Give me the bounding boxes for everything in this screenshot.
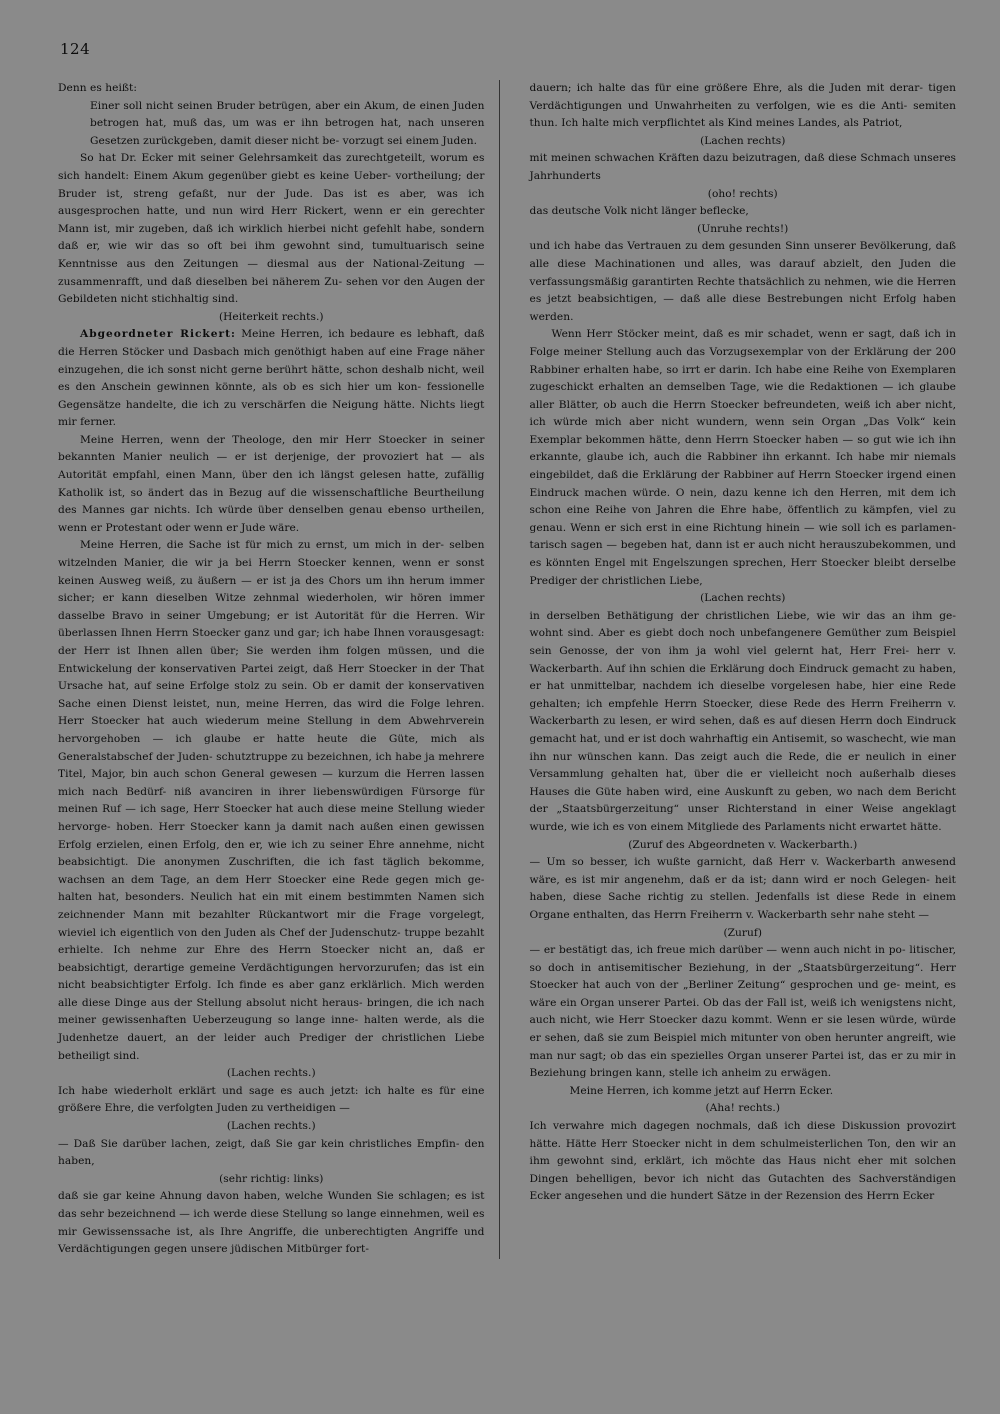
stage-direction xyxy=(530,925,957,943)
paragraph-text: Meine Herren, ich bedaure es lebhaft, daß die Herren Stöcker und Dasbach mich genöthigt haben auf eine Frage näher einzugehen, die ich sonst nicht gerne berührt hätte, schon deshalb nicht, weil es den Anschein gewinnen könnte, als ob es sich hier um kon- fessionelle Gegensätze handelte, die ich zu verschärfen die Neigung hätte. Nichts liegt mir ferner. xyxy=(58,328,485,429)
paragraph-text: daß sie gar keine Ahnung davon haben, welche Wunden Sie schlagen; es ist das sehr bezeichnend — ich werde diese Stellung so lange einnehmen, weil es mir Gewissenssache ist, als Ihre Angriffe, die unberechtigten Angriffe und Verdächtigungen gegen unsere jüdischen Mitbürger fort- xyxy=(58,1190,485,1256)
paragraph-text: mit meinen schwachen Kräften dazu beizutragen, daß diese Schmach unseres Jahrhunderts xyxy=(529,152,956,182)
paragraph xyxy=(530,203,957,221)
paragraph-text: (Aha! rechts.) xyxy=(705,1102,781,1115)
paragraph xyxy=(530,608,957,837)
paragraph-text: Denn es heißt: xyxy=(58,82,137,94)
paragraph xyxy=(58,80,485,98)
paragraph-text: (Lachen rechts.) xyxy=(226,1120,316,1133)
paragraph-text: Ich verwahre mich dagegen nochmals, daß ich diese Diskussion provozirt hätte. Hätte Herr Stoecker nicht in dem schulmeisterlichen Ton, den wir an ihm gewohnt sind, erklärt, ich möchte das Haus nicht eher mit solchen Dingen behelligen, bevor ich nicht das Gutachten des Sachverständigen Ecker angesehen und die hundert Sätze in der Rezension des Herrn Ecker xyxy=(529,1120,956,1203)
paragraph-text: — Um so besser, ich wußte garnicht, daß Herr v. Wackerbarth anwesend wäre, es ist mir angenehm, daß er da ist; dann wird er noch Gelegen- heit haben, diese Sache richtig zu stellen. Jedenfalls ist diese Rede in einem Organe enthalten, das Herrn Freiherrn v. Wackerbarth sehr nahe steht — xyxy=(529,856,956,921)
stage-direction xyxy=(530,133,957,151)
paragraph xyxy=(530,238,957,326)
paragraph-text: Wenn Herr Stöcker meint, daß es mir schadet, wenn er sagt, daß ich in Folge meiner Stellung auch das Vorzugsexemplar von der Erklärung der 200 Rabbiner erhalten habe, so irrt er darin. Ich habe eine Reihe von Exemplaren zugeschickt erhalten an demselben Tage, wie die Redaktionen — ich glaube aller Blätter, ob auch die Herrn Stoecker befreundeten, weiß ich aber nicht, ich würde mich aber nicht wundern, wenn sein Organ „Das Volk“ kein Exemplar bekommen hätte, denn Herrn Stoecker haben — so gut wie ich ihn erkannte, glaube ich, auch die Rabbiner ihn erkannt. Ich habe mir niemals eingebildet, daß die Erklärung der Rabbiner auf Herrn Stoecker irgend einen Eindruck machen würde. O nein, dazu kenne ich den Herren, mit dem ich schon eine Reihe von Jahren die Ehre habe, öffentlich zu kämpfen, viel zu genau. Wenn er sich erst in eine Richtung hinein — wie soll ich es parlamen- tarisch sagen — begeben hat, dann ist er auch nicht herauszubekommen, und es könnten Engel mit Engelszungen sprechen, Herr Stoecker bleibt derselbe Prediger der christlichen Liebe, xyxy=(529,328,956,587)
paragraph-text: (Zuruf) xyxy=(723,926,763,939)
paragraph xyxy=(58,1188,485,1258)
stage-direction xyxy=(58,1171,485,1189)
paragraph-text: (Zuruf des Abgeordneten v. Wackerbarth.) xyxy=(628,838,858,851)
stage-direction xyxy=(530,186,957,204)
paragraph xyxy=(530,942,957,1083)
paragraph-text: — er bestätigt das, ich freue mich darüber — wenn auch nicht in po- litischer, so doch in antisemitischer Beziehung, in der „Staatsbürgerzeitung“. Herr Stoecker hat auch von der „Berliner Zeitung“ gesprochen und ge- meint, es wäre ein Organ unserer Partei. Ob das der Fall ist, weiß ich wenigstens nicht, auch nicht, wie Herr Stoecker dazu kommt. Wenn er sie lesen würde, würde er sehen, daß sie zum Beispiel mich mitunter von oben herunter angreift, wie man nur sagt; ob das ein spezielles Organ unserer Partei ist, das er zu mir in Beziehung bringen kann, stelle ich anheim zu erwägen. xyxy=(529,944,956,1080)
paragraph-text: in derselben Bethätigung der christlichen Liebe, wie wir das an ihm ge- wohnt sind. Aber es giebt doch noch unbefangenere Gemüther zum Beispiel sein Genosse, der von ihm ja wohl viel gelernt hat, Herr Frei- herr v. Wackerbarth. Auf ihn schien die Erklärung doch Eindruck gemacht zu haben, er hat unmittelbar, nachdem ich dieselbe vorgelesen habe, hier eine Rede gehalten; ich empfehle Herrn Stoecker, diese Rede des Herrn Freiherrn v. Wackerbarth zu lesen, er wird sehen, daß es auf diesen Herrn doch Eindruck gemacht hat, und er ist doch wahrhaftig ein Antisemit, so waschecht, wie man ihn nur wünschen kann. Das zeigt auch die Rede, die er neulich in einer Versammlung gehalten hat, über die er vielleicht noch außerhalb dieses Hauses die Güte haben wird, eine Auskunft zu geben, wo nach dem Bericht der „Staatsbürgerzeitung“ unser Richterstand in einer Weise angeklagt wurde, wie ich es von einem Mitgliede des Parlaments nicht erwartet hätte. xyxy=(529,609,956,833)
stage-direction xyxy=(530,590,957,608)
paragraph xyxy=(58,1136,485,1171)
paragraph-text: So hat Dr. Ecker mit seiner Gelehrsamkeit das zurechtgeteilt, worum es sich handelt: Einem Akum gegenüber giebt es keine Ueber- vortheilung; der Bruder ist, streng gefaßt, nur der Jude. Das ist es aber, was ich ausgesprochen hatte, und nun wird Herr Rickert, wenn er ein gerechter Mann ist, mir zugeben, daß ich wirklich hierbei nicht gefehlt habe, sondern daß er, wie wir das so oft bei ihm gewohnt sind, tumultuarisch seine Kenntnisse aus den Zeitungen — diesmal aus der National-Zeitung — zusammenrafft, und daß dieselben bei näherem Zu- sehen vor den Augen der Gebildeten nicht stichhaltig sind. xyxy=(58,152,485,306)
paragraph xyxy=(58,432,485,538)
paragraph-text: und ich habe das Vertrauen zu dem gesunden Sinn unserer Bevölkerung, daß alle diese Machinationen und alles, was darauf abzielt, den Juden die verfassungsmäßig garantirten Rechte thatsächlich zu nehmen, wie die Herren es jetzt beabsichtigen, — daß alle diese Bestrebungen nicht Erfolg haben werden. xyxy=(529,240,956,323)
page-number: 124 xyxy=(60,40,91,58)
paragraph-text: (Lachen rechts.) xyxy=(226,1067,316,1080)
left-column xyxy=(58,80,500,1259)
paragraph xyxy=(58,98,485,151)
stage-direction xyxy=(58,1118,485,1136)
paragraph xyxy=(58,150,485,308)
stage-direction xyxy=(530,837,957,855)
stage-direction xyxy=(58,1065,485,1083)
paragraph xyxy=(530,1118,957,1206)
paragraph-text: (sehr richtig: links) xyxy=(219,1172,324,1185)
speaker-name: Abgeordneter Rickert: xyxy=(80,328,236,341)
stage-direction xyxy=(58,309,485,327)
paragraph-text: (Lachen rechts) xyxy=(700,592,786,605)
stage-direction xyxy=(530,221,957,239)
right-column xyxy=(530,80,957,1259)
paragraph-text: Ich habe wiederholt erklärt und sage es auch jetzt: ich halte es für eine größere Ehre, die verfolgten Juden zu vertheidigen — xyxy=(58,1084,485,1115)
paragraph-text: (Heiterkeit rechts.) xyxy=(218,310,324,323)
paragraph-text: — Daß Sie darüber lachen, zeigt, daß Sie gar kein christliches Empfin- den haben, xyxy=(58,1137,485,1168)
paragraph-text: Meine Herren, die Sache ist für mich zu ernst, um mich in der- selben witzelnden Manier, die wir ja bei Herrn Stoecker kennen, wenn er sonst keinen Ausweg weiß, zu äußern — er ist ja des Chors um ihn herum immer sicher; er kann dieselben Witze zehnmal wiederholen, wir hören immer dasselbe Bravo in seiner Umgebung; er ist Autorität für die Herren. Wir überlassen Ihnen Herrn Stoecker ganz und gar; ich habe Ihnen vorausgesagt: der Herr ist Ihnen allen über; Sie werden ihm folgen müssen, und die Entwickelung der konservativen Partei zeigt, daß Herr Stoecker in der That Ursache hat, auf seine Erfolge stolz zu sein. Ob er damit der konservativen Sache einen Dienst leistet, nun, meine Herren, das wird die Folge lehren. Herr Stoecker hat auch wiederum meine Stellung in dem Abwehrverein hervorgehoben — ich glaube er hatte heute die Güte, mich als Generalstabschef der Juden- schutztruppe zu bezeichnen, ich habe ja mehrere Titel, Major, bin auch schon General gewesen — kurzum die Herren lassen mich nach Bedürf- niß avanciren in ihrer liebenswürdigen Fürsorge für meinen Ruf — ich sage, Herr Stoecker hat auch diese meine Stellung wieder hervorge- hoben. Herr Stoecker kann ja damit nach außen einen gewissen Erfolg erzielen, einen Erfolg, den er, wie ich zu seiner Ehre annehme, nicht beabsichtigt. Die anonymen Zuschriften, die ich fast täglich bekomme, wachsen an dem Tage, an dem Herr Stoecker eine Rede gegen mich ge- halten hat, besonders. Neulich hat ein mit einem bestimmten Namen sich zeichnender Mann mit bezahlter Rückantwort mir die Frage vorgelegt, wieviel ich eigentlich von den Juden als Chef der Judenschutz- truppe bezahlt erhielte. Ich nehme zur Ehre des Herrn Stoecker nicht an, daß er beabsichtigt, derartige gemeine Verdächtigungen hervorzurufen; das ist ein nicht beabsichtigter Erfolg. Ich finde es aber ganz erklärlich. Mich werden alle diese Dinge aus der Stellung absolut nicht heraus- bringen, die ich nach meiner gewissenhaften Ueberzeugung so lange inne- halten werde, als die Judenhetze dauert, an der leider auch Prediger der christlichen Liebe betheiligt sind. xyxy=(58,539,485,1062)
paragraph-text: Meine Herren, wenn der Theologe, den mir Herr Stoecker in seiner bekannten Manier neulich — er ist derjenige, der provoziert hat — als Autorität empfahl, einen Mann, über den ich längst gelesen hatte, zufällig Katholik ist, so ändert das in Bezug auf die wissenschaftliche Beurtheilung des Mannes gar nichts. Ich würde über denselben genau ebenso urtheilen, wenn er Protestant oder wenn er Jude wäre. xyxy=(58,433,485,534)
paragraph-text: Meine Herren, ich komme jetzt auf Herrn Ecker. xyxy=(569,1084,834,1097)
paragraph xyxy=(530,80,957,133)
paragraph-text: Einer soll nicht seinen Bruder betrügen, aber ein Akum, de einen Juden betrogen hat, muß das, um was er ihn betrogen hat, nach unseren Gesetzen zurückgeben, damit dieser nicht be- vorzugt sei einem Juden. xyxy=(90,99,485,147)
paragraph xyxy=(58,537,485,1065)
paragraph xyxy=(530,1083,957,1101)
stage-direction xyxy=(530,1100,957,1118)
paragraph xyxy=(530,854,957,924)
text-columns xyxy=(58,80,956,1259)
paragraph xyxy=(530,150,957,185)
paragraph xyxy=(58,1083,485,1118)
paragraph-text: dauern; ich halte das für eine größere Ehre, als die Juden mit derar- tigen Verdächtigungen und Unwahrheiten zu verfolgen, wie es die Anti- semiten thun. Ich halte mich verpflichtet als Kind meines Landes, als Patriot, xyxy=(529,82,956,130)
paragraph xyxy=(530,326,957,590)
paragraph-text: (Lachen rechts) xyxy=(700,134,786,147)
paragraph-text: (Unruhe rechts!) xyxy=(697,222,789,235)
paragraph-text: (oho! rechts) xyxy=(707,187,778,200)
paragraph-text: das deutsche Volk nicht länger beflecke, xyxy=(529,205,749,218)
paragraph xyxy=(58,326,485,432)
